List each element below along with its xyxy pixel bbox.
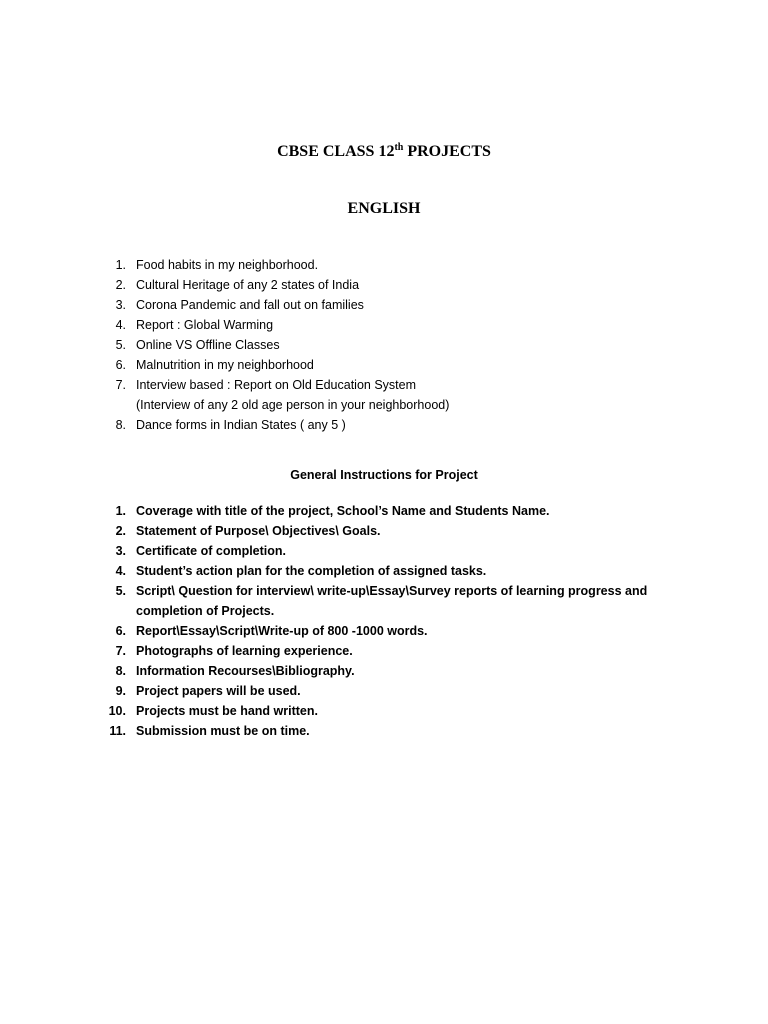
- item-number: 5.: [115, 584, 126, 598]
- item-text: Projects must be hand written.: [136, 704, 318, 718]
- item-number: 9.: [115, 684, 126, 698]
- list-item: [0, 335, 736, 355]
- item-number: 1.: [115, 258, 126, 272]
- item-text: Report\Essay\Script\Write-up of 800 -1000 words.: [136, 624, 428, 638]
- item-number: 10.: [108, 704, 126, 718]
- item-text: Certificate of completion.: [136, 544, 287, 558]
- item-number: 8.: [115, 418, 126, 432]
- list-item: [0, 721, 736, 741]
- item-continuation: completion of Projects.: [136, 604, 275, 618]
- list-item: [0, 541, 736, 561]
- instructions-list: [0, 501, 736, 741]
- item-number: 2.: [115, 524, 126, 538]
- item-text: Student’s action plan for the completion of assigned tasks.: [136, 564, 487, 578]
- list-item: [0, 315, 736, 335]
- item-number: 3.: [115, 298, 126, 312]
- item-text: Malnutrition in my neighborhood: [136, 358, 314, 372]
- item-number: 2.: [115, 278, 126, 292]
- list-item: [0, 701, 736, 721]
- item-number: 7.: [115, 644, 126, 658]
- list-item: [0, 521, 736, 541]
- item-text: Online VS Offline Classes: [136, 338, 280, 352]
- title-end: PROJECTS: [403, 143, 491, 160]
- item-text: Cultural Heritage of any 2 states of India: [136, 278, 360, 292]
- list-item: [0, 641, 736, 661]
- list-item: [0, 661, 736, 681]
- list-item: [0, 681, 736, 701]
- item-number: 7.: [115, 378, 126, 392]
- topics-list: [0, 255, 736, 435]
- item-text: Coverage with title of the project, School’s Name and Students Name.: [136, 504, 550, 518]
- list-item: [0, 621, 736, 641]
- item-text: Photographs of learning experience.: [136, 644, 353, 658]
- item-text: Information Recourses\Bibliography.: [136, 664, 355, 678]
- subject-heading: ENGLISH: [347, 200, 421, 217]
- item-text: Food habits in my neighborhood.: [136, 258, 319, 272]
- item-number: 1.: [115, 504, 126, 518]
- item-text: Report : Global Warming: [136, 318, 274, 332]
- title-main: CBSE CLASS 12: [277, 143, 395, 160]
- page-title: [0, 143, 768, 161]
- list-item: [0, 561, 736, 581]
- list-item: [0, 355, 736, 375]
- item-number: 5.: [115, 338, 126, 352]
- item-text: Dance forms in Indian States ( any 5 ): [136, 418, 346, 432]
- item-continuation: (Interview of any 2 old age person in your neighborhood): [136, 398, 450, 412]
- item-text: Corona Pandemic and fall out on families: [136, 298, 364, 312]
- list-item: [0, 295, 736, 315]
- title-superscript: th: [394, 142, 404, 153]
- list-item: [0, 275, 736, 295]
- item-text: Statement of Purpose\ Objectives\ Goals.: [136, 524, 381, 538]
- item-number: 6.: [115, 358, 126, 372]
- item-text: Script\ Question for interview\ write-up\Essay\Survey reports of learning progress and: [136, 584, 648, 598]
- instructions-heading: General Instructions for Project: [290, 468, 478, 482]
- list-item: [0, 581, 736, 621]
- item-number: 3.: [115, 544, 126, 558]
- list-item: [0, 375, 736, 415]
- item-number: 8.: [115, 664, 126, 678]
- item-number: 11.: [109, 724, 126, 738]
- item-text: Interview based : Report on Old Education System: [136, 378, 417, 392]
- list-item: [0, 415, 736, 435]
- item-number: 4.: [115, 318, 126, 332]
- item-number: 6.: [115, 624, 126, 638]
- list-item: [0, 255, 736, 275]
- list-item: [0, 501, 736, 521]
- item-number: 4.: [115, 564, 126, 578]
- item-text: Submission must be on time.: [136, 724, 310, 738]
- item-text: Project papers will be used.: [136, 684, 301, 698]
